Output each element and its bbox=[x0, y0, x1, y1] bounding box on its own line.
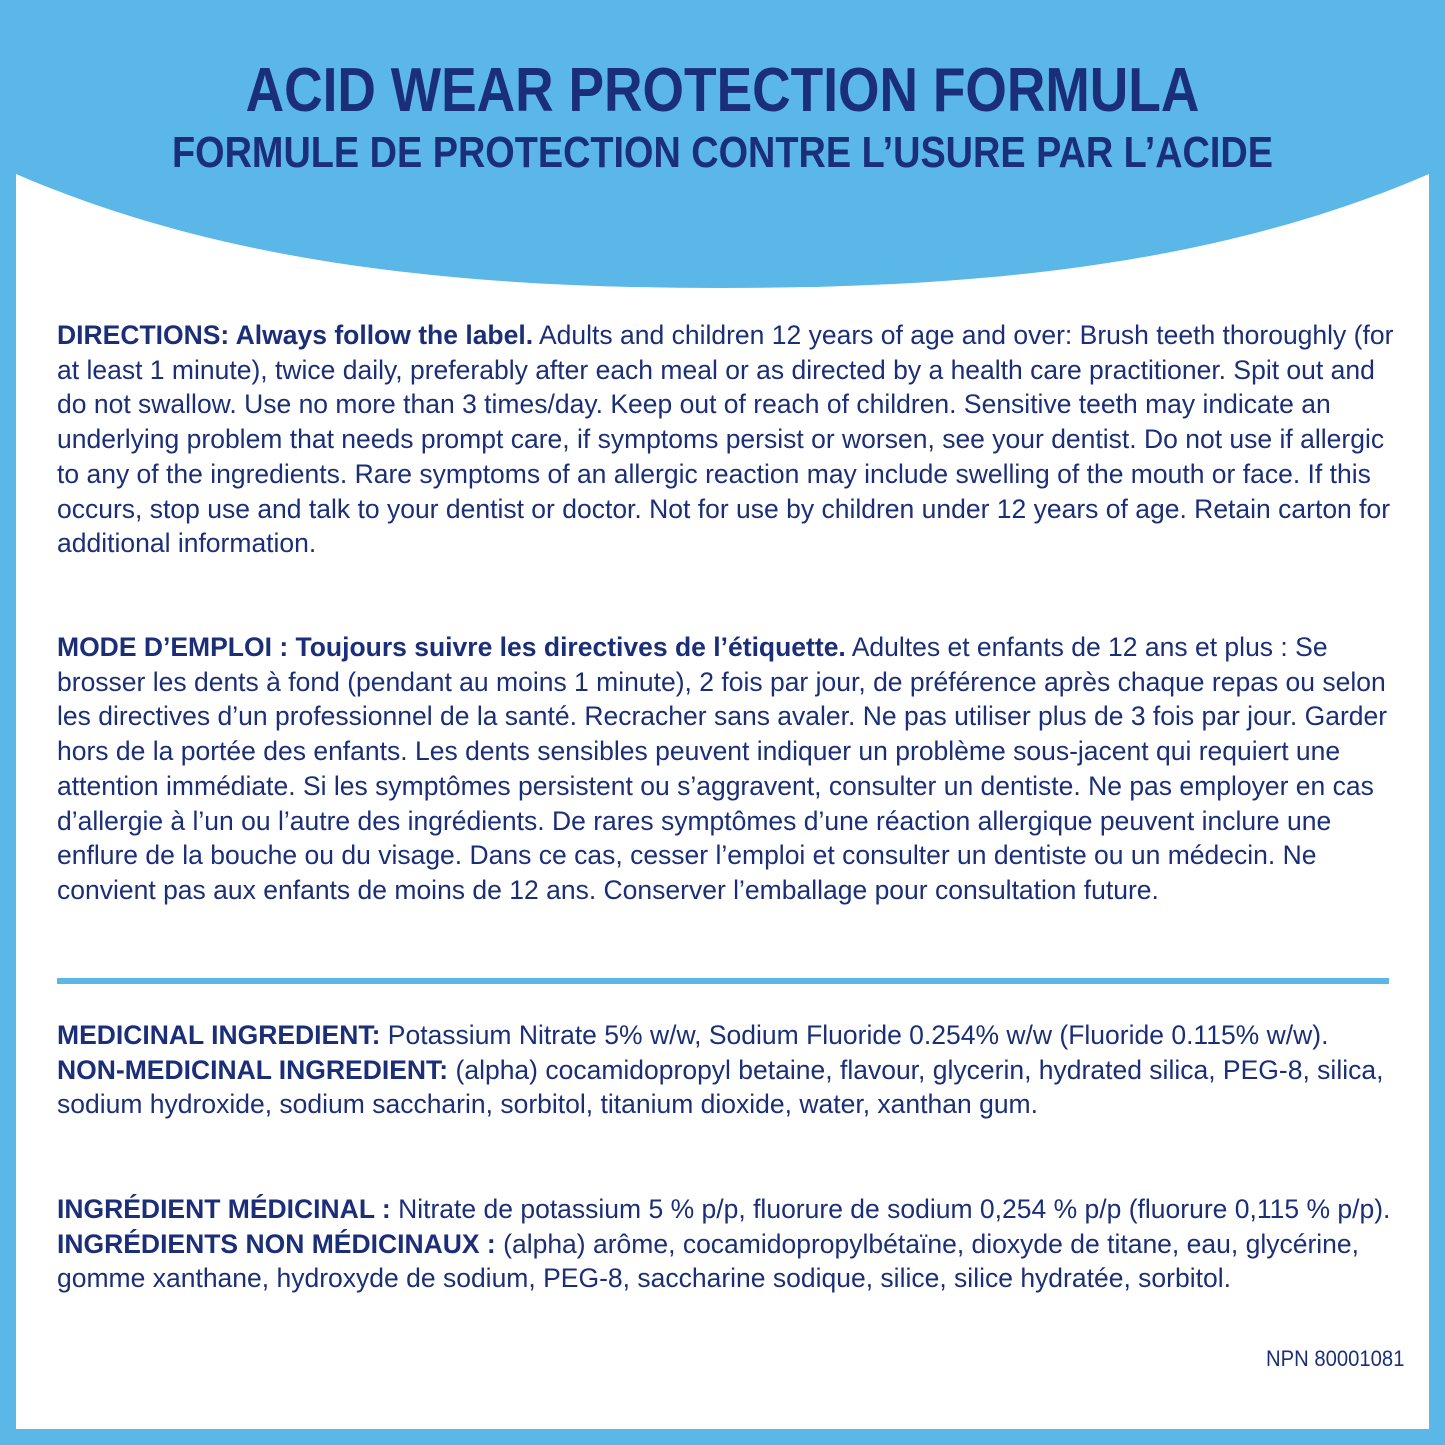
label-panel bbox=[16, 16, 1429, 1429]
medicinal-heading-en: MEDICINAL INGREDIENT: bbox=[57, 1020, 381, 1050]
mode-emploi-paragraph bbox=[57, 630, 1397, 908]
ingredients-french bbox=[57, 1192, 1397, 1296]
npn-number: NPN 80001081 bbox=[1265, 1346, 1404, 1371]
directions-heading: DIRECTIONS: Always follow the label. bbox=[57, 320, 534, 350]
mode-emploi-text: Adultes et enfants de 12 ans et plus : Se brosser les dents à fond (pendant au moins 1 minute), 2 fois par jour, de préférence après chaque repas ou selon les directives d’un professionnel de la santé. Recracher sans avaler. Ne pas utiliser plus de 3 fois par jour. Garder hors de la portée des enfants. Les dents sensibles peuvent indiquer un problème sous-jacent qui requiert une attention immédiate. Si les symptômes persistent ou s’aggravent, consulter un dentiste. Ne pas employer en cas d’allergie à l’un ou l’autre des ingrédients. De rares symptômes d’une réaction allergique peuvent inclure une enflure de la bouche ou du visage. Dans ce cas, cesser l’emploi et consulter un dentiste ou un médecin. Ne convient pas aux enfants de moins de 12 ans. Conserver l’emballage pour consultation future. bbox=[57, 632, 1388, 905]
non-medicinal-text-en: (alpha) cocamidopropyl betaine, flavour, glycerin, hydrated silica, PEG-8, silica, sodium hydroxide, sodium saccharin, sorbitol, titanium dioxide, water, xanthan gum. bbox=[57, 1054, 1384, 1120]
directions-text: Adults and children 12 years of age and over: Brush teeth thoroughly (for at least 1 minute), twice daily, preferably after each meal or as directed by a health care practitioner. Spit out and do not swallow. Use no more than 3 times/day. Keep out of reach of children. Sensitive teeth may indicate an underlying problem that needs prompt care, if symptoms persist or worsen, see your dentist. Do not use if allergic to any of the ingredients. Rare symptoms of an allergic reaction may include swelling of the mouth or face. If this occurs, stop use and talk to your dentist or doctor. Not for use by children under 12 years of age. Retain carton for additional information. bbox=[57, 320, 1394, 559]
medicinal-heading-fr: INGRÉDIENT MÉDICINAL : bbox=[57, 1194, 391, 1224]
medicinal-text-fr: Nitrate de potassium 5 % p/p, fluorure de sodium 0,254 % p/p (fluorure 0,115 % p/p). bbox=[398, 1194, 1391, 1224]
non-medicinal-heading-fr: INGRÉDIENTS NON MÉDICINAUX : bbox=[57, 1228, 496, 1259]
non-medicinal-text-fr: (alpha) arôme, cocamidopropylbétaïne, dioxyde de titane, eau, glycérine, gomme xanthane, hydroxyde de sodium, PEG-8, saccharine sodique, silice, silice hydratée, sorbitol. bbox=[57, 1228, 1359, 1294]
title-french: FORMULE DE PROTECTION CONTRE L’USURE PAR L’ACIDE bbox=[172, 128, 1273, 177]
non-medicinal-ingredient-fr bbox=[57, 1227, 1397, 1296]
ingredients-english bbox=[57, 1018, 1397, 1122]
directions-paragraph bbox=[57, 318, 1397, 561]
title-english: ACID WEAR PROTECTION FORMULA bbox=[245, 56, 1200, 125]
non-medicinal-ingredient-en bbox=[57, 1053, 1397, 1122]
mode-emploi-heading: MODE D’EMPLOI : Toujours suivre les directives de l’étiquette. bbox=[57, 632, 846, 662]
section-divider bbox=[57, 978, 1389, 984]
non-medicinal-heading-en: NON-MEDICINAL INGREDIENT: bbox=[57, 1054, 449, 1085]
medicinal-ingredient-en bbox=[57, 1018, 1397, 1053]
medicinal-text-en: Potassium Nitrate 5% w/w, Sodium Fluoride 0.254% w/w (Fluoride 0.115% w/w). bbox=[387, 1020, 1329, 1050]
medicinal-ingredient-fr bbox=[57, 1192, 1397, 1227]
